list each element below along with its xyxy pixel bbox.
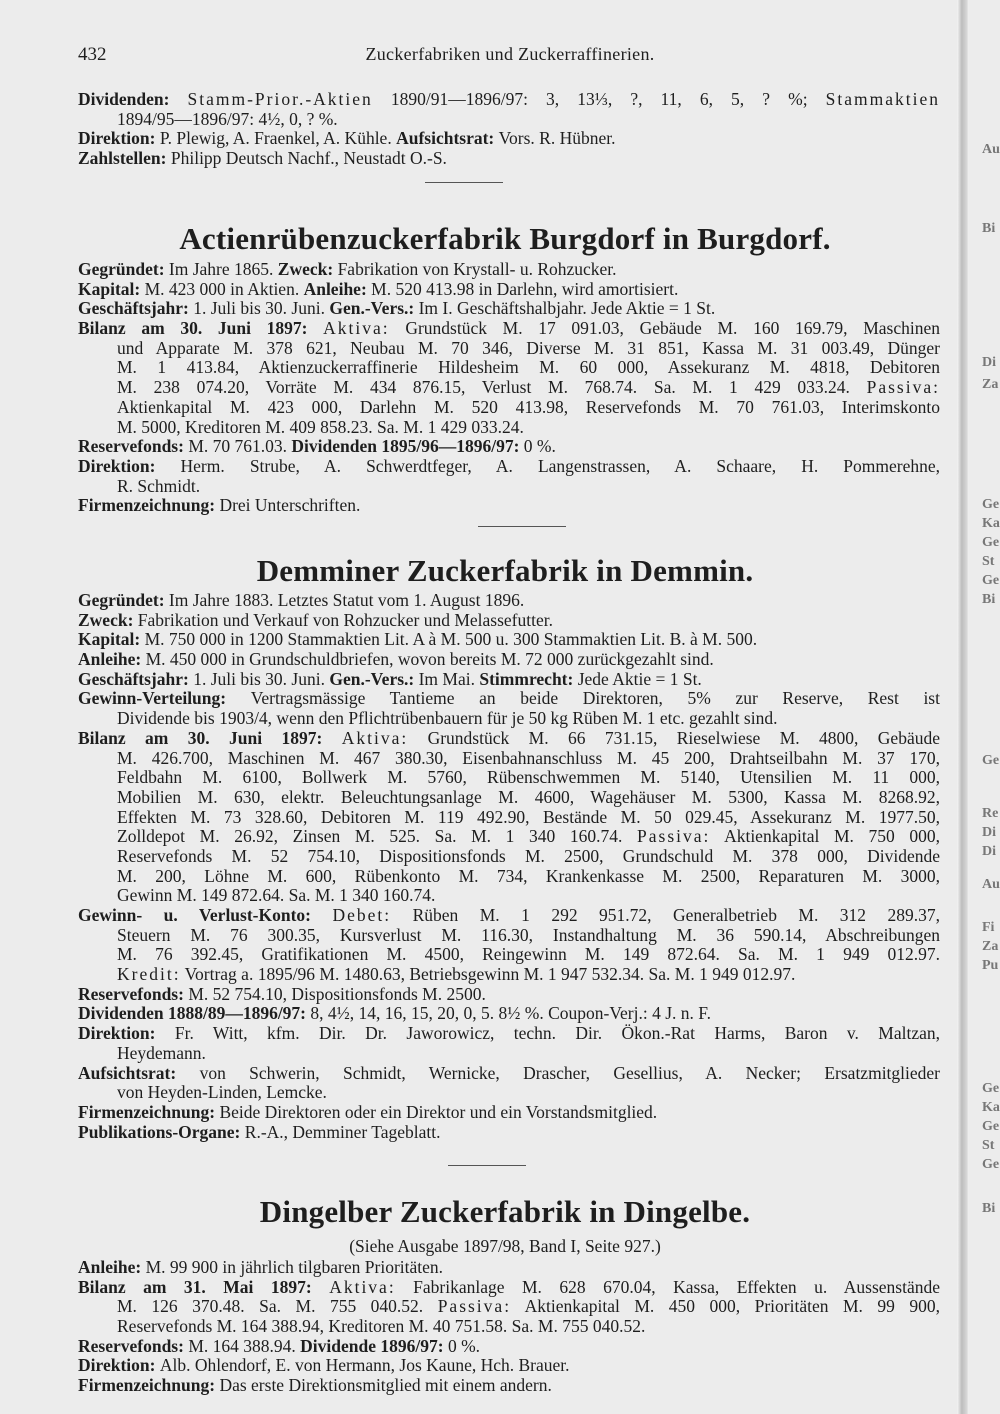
page-number: 432 <box>78 44 107 65</box>
spaced-term: Aktiva: <box>341 728 409 748</box>
entry-continuation-line <box>78 1297 940 1317</box>
field-label: Dividende 1896/97: <box>300 1336 448 1356</box>
spaced-term: Passiva: <box>866 378 940 398</box>
field-text: Jede Aktie = 1 St. <box>577 669 702 689</box>
entry-line <box>78 1376 940 1396</box>
field-text: 0 %. <box>523 437 556 457</box>
entry-line <box>78 280 940 300</box>
field-label: Firmenzeichnung: <box>78 496 220 516</box>
field-text: M. 164 388.94. <box>188 1336 301 1356</box>
field-text: Grundstück M. 17 091.03, Gebäude M. 160 169.79, Maschinen <box>389 319 940 339</box>
field-text: M. 76 392.45, Gratifikationen M. 4500, Reingewinn M. 149 872.64. Sa. M. 1 949 012.97. <box>117 945 940 965</box>
next-page-text-fragment: Ge <box>982 573 1000 588</box>
entry-continuation-line <box>78 358 940 378</box>
spaced-term: Aktiva: <box>323 319 390 339</box>
entry-line <box>78 149 940 169</box>
field-text: Effekten M. 73 328.60, Debitoren M. 119 492.90, Bestände M. 50 029.45, Assekuranz M. 1977.50, <box>117 807 940 827</box>
entry-line <box>78 611 940 631</box>
field-label: Direktion: <box>78 456 181 476</box>
spaced-term: Aktiva: <box>329 1277 396 1297</box>
entry-continuation-line <box>78 1317 940 1337</box>
next-page-text-fragment: Ge <box>982 1081 1000 1096</box>
field-label: Anleihe: <box>303 279 372 299</box>
field-label: Firmenzeichnung: <box>78 1102 220 1122</box>
next-page-text-fragment: Bi <box>982 592 996 607</box>
section-divider <box>478 526 566 527</box>
field-label: Zweck: <box>277 260 338 279</box>
field-label: Bilanz am 30. Juni 1897: <box>78 728 342 748</box>
next-page-text-fragment: Pu <box>982 958 999 973</box>
field-text: Aktienkapital M. 450 000, Prioritäten M. 99 900, <box>511 1297 940 1317</box>
field-text: Feldbahn M. 6100, Bollwerk M. 5760, Rübenschwemmen M. 5140, Utensilien M. 11 000, <box>117 768 940 788</box>
field-label: Aufsichtsrat: <box>396 129 499 149</box>
field-text: 0 %. <box>447 1336 481 1356</box>
entry-continuation-line <box>78 749 940 769</box>
entry-line <box>78 299 940 319</box>
entry-line <box>78 985 940 1005</box>
entry-continuation-line <box>78 827 940 847</box>
field-text: Heydemann. <box>117 1043 206 1063</box>
running-title: Zuckerfabriken und Zuckerraffinerien. <box>365 44 655 64</box>
next-page-text-fragment: Za <box>982 377 999 392</box>
next-page-text-fragment: St <box>982 1138 995 1153</box>
field-text: P. Plewig, A. Fraenkel, A. Kühle. <box>159 129 397 149</box>
entry-line <box>78 1064 940 1084</box>
field-text: R.-A., Demminer Tageblatt. <box>244 1122 441 1142</box>
entry-continuation-line <box>78 886 940 906</box>
heading-dingelbe-reference: (Siehe Ausgabe 1897/98, Band I, Seite 927.) <box>349 1236 661 1256</box>
entry-line <box>78 1258 940 1278</box>
field-label: Geschäftsjahr: <box>78 299 194 319</box>
field-text: Fabrikanlage M. 628 670.04, Kassa, Effekten u. Aussenstände <box>395 1277 940 1297</box>
field-text: R. Schmidt. <box>117 476 201 496</box>
field-label: Dividenden 1895/96—1896/97: <box>291 437 524 457</box>
entry-line <box>78 1004 940 1024</box>
entry-continuation-line <box>78 378 940 398</box>
field-label: Zweck: <box>78 610 138 630</box>
field-label: Stimmrecht: <box>479 669 578 689</box>
next-page-text-fragment: Re <box>982 806 999 821</box>
section-burgdorf <box>78 260 940 516</box>
field-label: Direktion: <box>78 1024 175 1044</box>
entry-continuation-line <box>78 1083 940 1103</box>
field-label: Gegründet: <box>78 591 169 610</box>
field-text: M. 200, Löhne M. 600, Rübenkonto M. 734, Krankenkasse M. 2500, Reparaturen M. 3000, <box>117 866 940 886</box>
field-label: Firmenzeichnung: <box>78 1376 220 1396</box>
entry-continuation-line <box>78 867 940 887</box>
entry-line <box>78 90 940 110</box>
field-text: Im Jahre 1883. Letztes Statut vom 1. August 1896. <box>168 591 525 610</box>
entry-line <box>78 319 940 339</box>
field-text: Rüben M. 1 292 951.72, Generalbetrieb M. 312 289.37, <box>391 906 940 925</box>
field-text: Aktienkapital M. 750 000, <box>710 827 940 847</box>
field-text: Mobilien M. 630, elektr. Beleuchtungsanlage M. 4600, Wagehäuser M. 5300, Kassa M. 8268.92, <box>117 787 940 807</box>
next-page-text-fragment: Za <box>982 939 999 954</box>
field-text: Steuern M. 76 300.35, Kursverlust M. 116.30, Instandhaltung M. 36 590.14, Abschreibungen <box>117 925 940 945</box>
entry-continuation-line <box>78 926 940 946</box>
entry-line <box>78 1356 940 1376</box>
entry-line <box>78 496 940 516</box>
entry-line <box>78 260 940 280</box>
field-text: M. 126 370.48. Sa. M. 755 040.52. <box>117 1297 438 1317</box>
page-gutter-shadow <box>957 0 969 1414</box>
entry-line <box>78 670 940 690</box>
next-page-text-fragment: Ka <box>982 516 1000 531</box>
field-text: M. 450 000 in Grundschuldbriefen, wovon bereits M. 72 000 zurückgezahlt sind. <box>145 650 714 670</box>
field-label: Direktion: <box>78 129 160 149</box>
field-text: Gewinn M. 149 872.64. Sa. M. 1 340 160.74. <box>117 886 436 906</box>
field-text: Herm. Strube, A. Schwerdtfeger, A. Langenstrassen, A. Schaare, H. Pommerehne, <box>180 456 940 476</box>
next-page-text-fragment: Di <box>982 844 996 859</box>
field-text: M. 70 761.03. <box>188 437 292 457</box>
field-label: Reservefonds: <box>78 437 189 457</box>
field-text: Im I. Geschäftshalbjahr. Jede Aktie = 1 St. <box>418 299 716 319</box>
next-page-text-fragment: Di <box>982 355 996 370</box>
entry-continuation-line <box>78 110 940 130</box>
field-text: Reservefonds M. 52 754.10, Dispositionsfonds M. 2500, Grundschuld M. 378 000, Dividende <box>117 846 940 866</box>
field-text: M. 423 000 in Aktien. <box>144 279 304 299</box>
field-text: Reservefonds M. 164 388.94, Kreditoren M. 40 751.58. Sa. M. 755 040.52. <box>117 1317 646 1337</box>
section-previous-continuation <box>78 90 940 169</box>
spaced-term: Stammaktien <box>825 90 940 109</box>
field-text: Drei Unterschriften. <box>219 496 361 516</box>
spaced-term: Stamm-Prior.-Aktien <box>187 90 373 109</box>
entry-line <box>78 729 940 749</box>
entry-line <box>78 1103 940 1123</box>
entry-line <box>78 457 940 477</box>
field-text: Fabrikation und Verkauf von Rohzucker und Melassefutter. <box>137 610 553 630</box>
entry-line <box>78 1123 940 1143</box>
field-text: M. 99 900 in jährlich tilgbaren Prioritäten. <box>145 1258 444 1277</box>
field-text: 1890/91—1896/97: 3, 13⅓, ?, 11, 6, 5, ? %; <box>372 90 826 109</box>
next-page-text-fragment: Bi <box>982 1201 996 1216</box>
field-label: Geschäftsjahr: <box>78 669 194 689</box>
field-label: Kapital: <box>78 279 145 299</box>
field-text: Grundstück M. 66 731.15, Rieselwiese M. 4800, Gebäude <box>408 728 940 748</box>
entry-continuation-line <box>78 1044 940 1064</box>
entry-continuation-line <box>78 477 940 497</box>
field-text: 1894/95—1896/97: 4½, 0, ? %. <box>117 109 338 129</box>
entry-continuation-line <box>78 847 940 867</box>
heading-burgdorf: Actienrübenzuckerfabrik Burgdorf in Burgdorf. <box>179 221 831 256</box>
spaced-term: Passiva: <box>637 827 711 847</box>
field-text: Das erste Direktionsmitglied mit einem andern. <box>219 1376 552 1396</box>
field-text: Vortrag a. 1895/96 M. 1480.63, Betriebsgewinn M. 1 947 532.34. Sa. M. 1 949 012.97. <box>180 965 796 985</box>
field-text: Fr. Witt, kfm. Dir. Dr. Jaworowicz, techn. Dir. Ökon.-Rat Harms, Baron v. Maltzan, <box>174 1024 940 1044</box>
entry-continuation-line <box>78 339 940 359</box>
heading-dingelbe: Dingelber Zuckerfabrik in Dingelbe. <box>259 1194 751 1229</box>
field-label: Anleihe: <box>78 650 146 670</box>
field-text: Fabrikation von Krystall- u. Rohzucker. <box>337 260 617 279</box>
heading-demmin: Demminer Zuckerfabrik in Demmin. <box>256 553 754 588</box>
field-text: Dividende bis 1903/4, wenn den Pflichtrübenbauern für je 50 kg Rüben M. 1 etc. gezahlt sind. <box>117 709 778 729</box>
section-divider <box>425 182 503 183</box>
field-text: Beide Direktoren oder ein Direktor und ein Vorstandsmitglied. <box>219 1102 658 1122</box>
entry-continuation-line <box>78 709 940 729</box>
section-divider <box>448 1165 526 1166</box>
section-dingelbe <box>78 1258 940 1396</box>
field-text: Vors. R. Hübner. <box>498 129 616 149</box>
spaced-term: Passiva: <box>437 1297 512 1317</box>
entry-line <box>78 129 940 149</box>
entry-continuation-line <box>78 418 940 438</box>
field-text: 1. Juli bis 30. Juni. <box>193 299 330 319</box>
field-label: Publikations-Organe: <box>78 1122 245 1142</box>
field-text: von Schwerin, Schmidt, Wernicke, Drascher, Gesellius, A. Necker; Ersatzmitglieder <box>199 1063 940 1083</box>
next-page-text-fragment: Au <box>982 877 1000 892</box>
field-label: Bilanz am 30. Juni 1897: <box>78 319 324 339</box>
next-page-text-fragment: Fi <box>982 920 995 935</box>
entry-line <box>78 591 940 611</box>
entry-continuation-line <box>78 788 940 808</box>
field-text: M. 1 413.84, Aktienzuckerraffinerie Hildesheim M. 60 000, Assekuranz M. 4818, Debitoren <box>117 358 940 378</box>
field-label: Dividenden 1888/89—1896/97: <box>78 1004 311 1024</box>
field-text: Vertragsmässige Tantieme an beide Direktoren, 5% zur Reserve, Rest ist <box>250 689 940 709</box>
next-page-text-fragment: St <box>982 554 995 569</box>
next-page-text-fragment: Ge <box>982 535 1000 550</box>
field-label: Reservefonds: <box>78 984 189 1004</box>
field-label: Gen.-Vers.: <box>329 299 419 319</box>
field-label: Bilanz am 31. Mai 1897: <box>78 1277 330 1297</box>
entry-continuation-line <box>78 768 940 788</box>
field-text: 1. Juli bis 30. Juni. <box>193 669 330 689</box>
next-page-text-fragment: Ge <box>982 1157 1000 1172</box>
next-page-text-fragment: Ge <box>982 1119 1000 1134</box>
field-label: Gegründet: <box>78 260 169 279</box>
entry-continuation-line <box>78 398 940 418</box>
field-text: Alb. Ohlendorf, E. von Hermann, Jos Kaune, Hch. Brauer. <box>159 1356 570 1376</box>
entry-line <box>78 650 940 670</box>
entry-line <box>78 689 940 709</box>
next-page-text-fragment: Au <box>982 142 1000 157</box>
field-label: Anleihe: <box>78 1258 146 1277</box>
field-label: Gewinn- u. Verlust-Konto: <box>78 906 333 925</box>
field-text: Aktienkapital M. 423 000, Darlehn M. 520 413.98, Reservefonds M. 70 761.03, Interimskonto <box>117 397 940 417</box>
field-label: Dividenden: <box>78 90 188 109</box>
field-label: Aufsichtsrat: <box>78 1063 200 1083</box>
next-page-text-fragment: Bi <box>982 221 996 236</box>
field-label: Reservefonds: <box>78 1336 189 1356</box>
field-text: M. 52 754.10, Dispositionsfonds M. 2500. <box>188 984 486 1004</box>
entry-continuation-line <box>78 945 940 965</box>
spaced-term: Debet: <box>332 906 392 925</box>
field-text: Zolldepot M. 26.92, Zinsen M. 525. Sa. M. 1 340 160.74. <box>117 827 638 847</box>
field-text: und Apparate M. 378 621, Neubau M. 70 346, Diverse M. 31 851, Kassa M. 31 003.49, Dünger <box>117 338 940 358</box>
field-label: Gen.-Vers.: <box>329 669 419 689</box>
next-page-text-fragment: Ka <box>982 1100 1000 1115</box>
field-text: von Heyden-Linden, Lemcke. <box>117 1083 327 1103</box>
entry-line <box>78 437 940 457</box>
entry-line <box>78 630 940 650</box>
field-label: Direktion: <box>78 1356 160 1376</box>
entry-line <box>78 1278 940 1298</box>
field-text: M. 520 413.98 in Darlehn, wird amortisiert. <box>371 279 679 299</box>
field-text: Im Mai. <box>418 669 480 689</box>
field-label: Zahlstellen: <box>78 149 171 169</box>
spaced-term: Kredit: <box>117 965 181 985</box>
entry-line <box>78 906 940 926</box>
entry-line <box>78 1337 940 1357</box>
next-page-text-fragment: Ge <box>982 497 1000 512</box>
section-demmin <box>78 591 940 1142</box>
field-text: M. 426.700, Maschinen M. 467 380.30, Eisenbahnanschluss M. 45 200, Drahtseilbahn M. 37 170, <box>117 748 940 768</box>
field-label: Gewinn-Verteilung: <box>78 689 251 709</box>
entry-continuation-line <box>78 808 940 828</box>
entry-line <box>78 1024 940 1044</box>
field-text: 8, 4½, 14, 16, 15, 20, 0, 5. 8½ %. Coupon-Verj.: 4 J. n. F. <box>310 1004 712 1024</box>
field-text: M. 750 000 in 1200 Stammaktien Lit. A à M. 500 u. 300 Stammaktien Lit. B. à M. 500. <box>144 630 758 650</box>
entry-continuation-line <box>78 965 940 985</box>
next-page-text-fragment: Di <box>982 825 996 840</box>
field-text: Im Jahre 1865. <box>168 260 278 279</box>
field-text: M. 5000, Kreditoren M. 409 858.23. Sa. M. 1 429 033.24. <box>117 417 524 437</box>
field-label: Kapital: <box>78 630 145 650</box>
next-page-text-fragment: Ge <box>982 753 1000 768</box>
field-text: Philipp Deutsch Nachf., Neustadt O.-S. <box>170 149 447 169</box>
field-text: M. 238 074.20, Vorräte M. 434 876.15, Verlust M. 768.74. Sa. M. 1 429 033.24. <box>117 378 867 398</box>
